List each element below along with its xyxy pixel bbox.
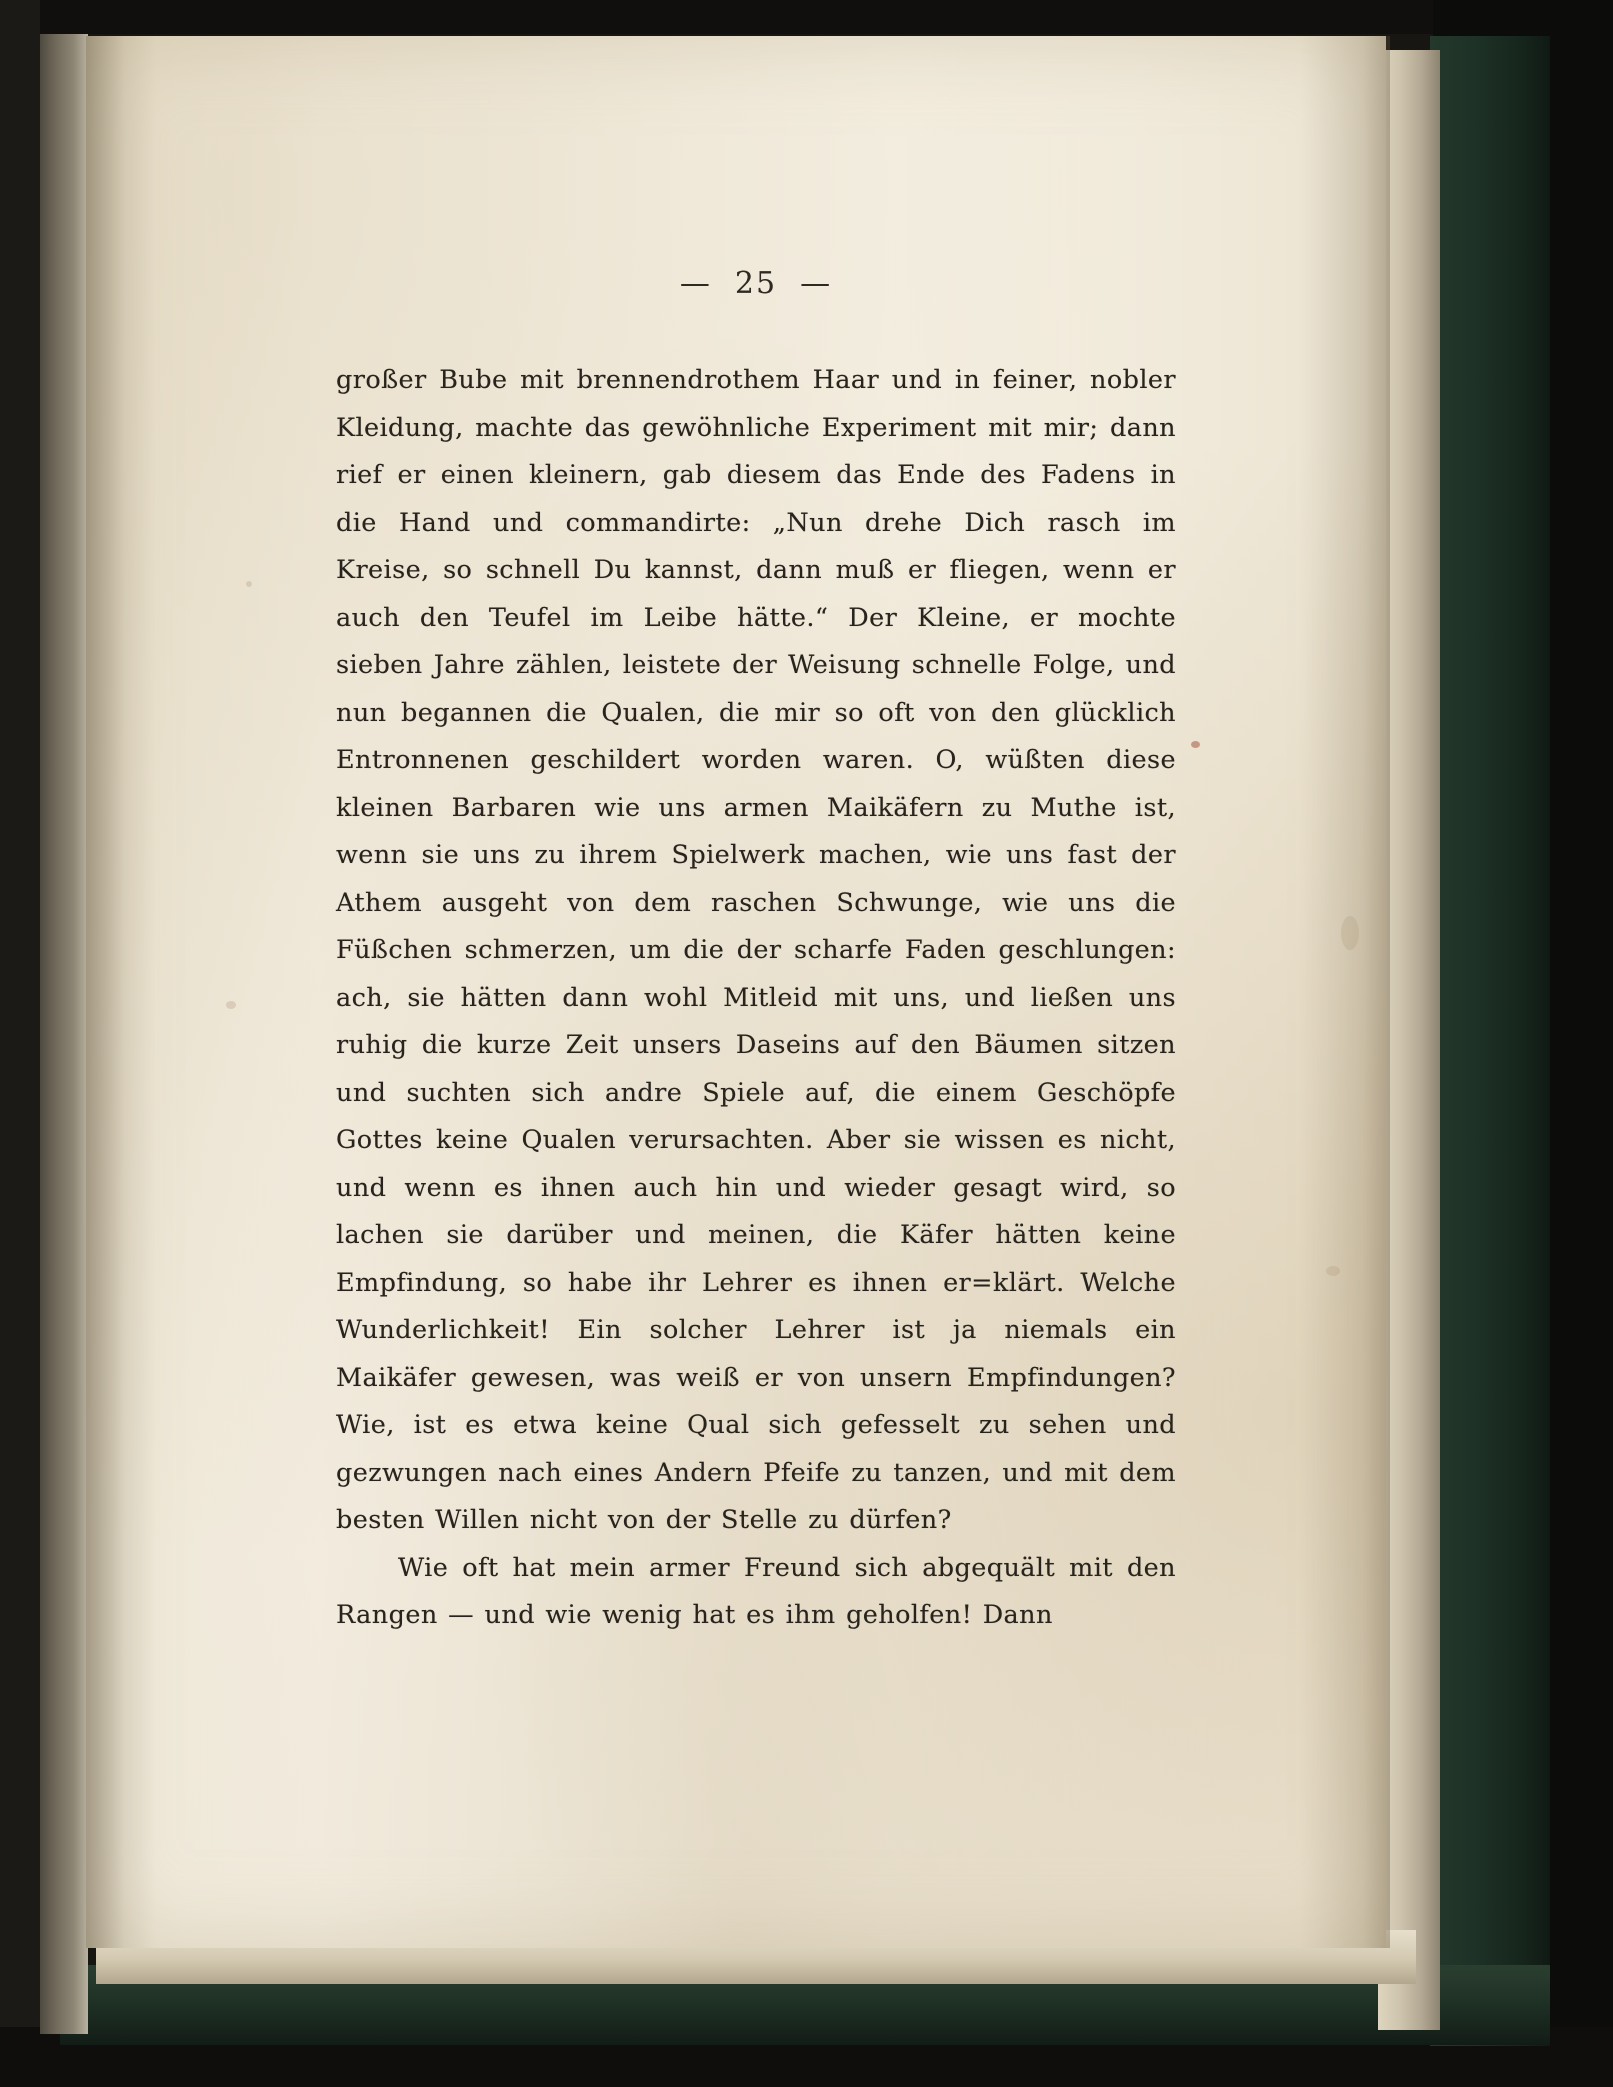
page-text-block (336, 266, 1176, 1640)
page-folio-number: — 25 — (679, 266, 833, 301)
book-page (86, 36, 1386, 1948)
page-body-text (336, 357, 1176, 1640)
paragraph: großer Bube mit brennendrothem Haar und in feiner, nobler Kleidung, machte das gewöhnliche Experiment mit mir; dann rief er einen kleinern, gab diesem das Ende des Fadens in die Hand und commandirte: „Nun drehe Dich rasch im Kreise, so schnell Du kannst, dann muß er fliegen, wenn er auch den Teufel im Leibe hätte.“ Der Kleine, er mochte sieben Jahre zählen, leistete der Weisung schnelle Folge, und nun begannen die Qualen, die mir so oft von den glücklich Entronnenen geschildert worden waren. O, wüßten diese kleinen Barbaren wie uns armen Maikäfern zu Muthe ist, wenn sie uns zu ihrem Spielwerk machen, wie uns fast der Athem ausgeht von dem raschen Schwunge, wie uns die Füßchen schmerzen, um die der scharfe Faden geschlungen: ach, sie hätten dann wohl Mitleid mit uns, und ließen uns ruhig die kurze Zeit unsers Daseins auf den Bäumen sitzen und suchten sich andre Spiele auf, die einem Geschöpfe Gottes keine Qualen verursachten. Aber sie wissen es nicht, und wenn es ihnen auch hin und wieder gesagt wird, so lachen sie darüber und meinen, die Käfer hätten keine Empfindung, so habe ihr Lehrer es ihnen er=klärt. Welche Wunderlichkeit! Ein solcher Lehrer ist ja niemals ein Maikäfer gewesen, was weiß er von unsern Empfindungen? Wie, ist es etwa keine Qual sich gefesselt zu sehen und gezwungen nach eines Andern Pfeife zu tanzen, und mit dem besten Willen nicht von der Stelle zu dürfen? (336, 365, 1176, 1535)
foxing-spot (226, 1001, 236, 1009)
book-cover-right (1430, 36, 1550, 2046)
foxing-spot (246, 581, 252, 587)
foxing-spot (1326, 1266, 1340, 1276)
scan-background-top (0, 0, 1613, 34)
page-block-edge (1378, 50, 1440, 2030)
foxing-spot (1341, 916, 1359, 950)
scan-background-left (0, 0, 40, 2087)
foxing-spot (1191, 741, 1200, 748)
paragraph: Wie oft hat mein armer Freund sich abgequält mit den Rangen — und wie wenig hat es ihm geholfen! Dann (336, 1552, 1176, 1630)
book-gutter (40, 34, 88, 2034)
